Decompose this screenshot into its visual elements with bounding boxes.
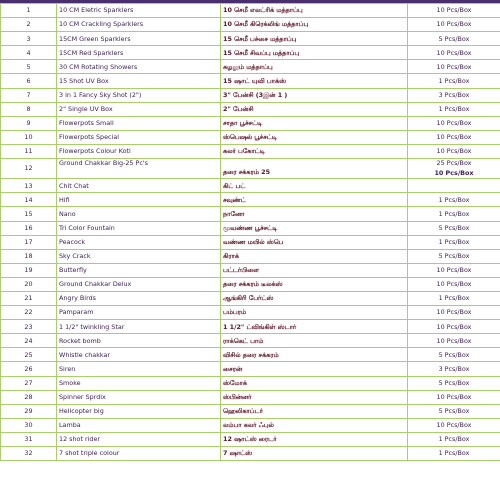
item-name-english: Nano bbox=[57, 207, 221, 221]
item-name-english: Tri Color Fountain bbox=[57, 221, 221, 235]
item-name-english: 3 in 1 Fancy Sky Shot (2") bbox=[57, 88, 221, 102]
table-row bbox=[1, 404, 500, 418]
table-row bbox=[1, 292, 500, 306]
item-quantity: 1 Pcs/Box bbox=[408, 447, 500, 461]
item-quantity: 10 Pcs/Box bbox=[408, 263, 500, 277]
table-row bbox=[1, 432, 500, 446]
row-number: 31 bbox=[1, 432, 57, 446]
item-name-english: Chit Chat bbox=[57, 179, 221, 193]
item-name-english: Flowerpots Special bbox=[57, 130, 221, 144]
item-quantity: 10 Pcs/Box bbox=[408, 46, 500, 60]
table-row bbox=[1, 221, 500, 235]
item-name-english: 1 1/2" twinkling Star bbox=[57, 320, 221, 334]
item-quantity: 1 Pcs/Box bbox=[408, 74, 500, 88]
table-row bbox=[1, 263, 500, 277]
item-name-english: Rocket bomb bbox=[57, 334, 221, 348]
item-name-english: Flowerpots Small bbox=[57, 116, 221, 130]
item-name-tamil: சவுண்ட் bbox=[221, 193, 408, 207]
item-quantity: 1 Pcs/Box bbox=[408, 102, 500, 116]
row-number: 16 bbox=[1, 221, 57, 235]
item-quantity-line: 10 Pcs/Box bbox=[434, 168, 474, 177]
item-name-tamil: 15 செமீ பச்சை மத்தாப்பு bbox=[221, 32, 408, 46]
item-quantity: 3 Pcs/Box bbox=[408, 362, 500, 376]
table-row bbox=[1, 418, 500, 432]
row-number: 14 bbox=[1, 193, 57, 207]
item-name-tamil: ஹெலிகாப்டர் bbox=[221, 404, 408, 418]
item-name-english: Ground Chakkar Delux bbox=[57, 277, 221, 291]
item-name-english: 7 shot triple colour bbox=[57, 447, 221, 461]
row-number: 9 bbox=[1, 116, 57, 130]
item-quantity: 3 Pcs/Box bbox=[408, 88, 500, 102]
table-row bbox=[1, 88, 500, 102]
row-number: 17 bbox=[1, 235, 57, 249]
table-row bbox=[1, 277, 500, 291]
table-row bbox=[1, 306, 500, 320]
row-number: 13 bbox=[1, 179, 57, 193]
item-name-tamil: ஸ்பெஷல் பூச்சட்டி bbox=[221, 130, 408, 144]
item-name-tamil: பட்டர்பிளை bbox=[221, 263, 408, 277]
row-number: 21 bbox=[1, 292, 57, 306]
item-name-tamil: 12 ஷாட்ஸ் ரைடர் bbox=[221, 432, 408, 446]
item-name-tamil: ஆங்கிரி பேர்ட்ஸ் bbox=[221, 292, 408, 306]
row-number: 3 bbox=[1, 32, 57, 46]
item-quantity: 10 Pcs/Box bbox=[408, 320, 500, 334]
row-number: 30 bbox=[1, 418, 57, 432]
item-name-english: Angry Birds bbox=[57, 292, 221, 306]
item-name-tamil: 15 செமீ சிவப்பு மத்தாப்பு bbox=[221, 46, 408, 60]
item-quantity: 5 Pcs/Box bbox=[408, 221, 500, 235]
price-table bbox=[0, 3, 500, 461]
table-row bbox=[1, 4, 500, 18]
item-name-tamil: கிட் பட் bbox=[221, 179, 408, 193]
item-name-tamil: தரை சக்கரம் 25 bbox=[221, 159, 408, 179]
item-name-english: 2" Single UV Box bbox=[57, 102, 221, 116]
item-name-english: Butterfly bbox=[57, 263, 221, 277]
item-name-tamil: விசில் தரை சக்கரம் bbox=[221, 348, 408, 362]
table-row bbox=[1, 334, 500, 348]
item-quantity: 10 Pcs/Box bbox=[408, 144, 500, 158]
item-name-tamil: சைரன் bbox=[221, 362, 408, 376]
row-number: 15 bbox=[1, 207, 57, 221]
table-row bbox=[1, 32, 500, 46]
item-name-english: Sky Crack bbox=[57, 249, 221, 263]
row-number: 1 bbox=[1, 4, 57, 18]
item-name-english: 12 shot rider bbox=[57, 432, 221, 446]
row-number: 19 bbox=[1, 263, 57, 277]
item-name-tamil: 7 ஷாட்ஸ் bbox=[221, 447, 408, 461]
item-name-tamil: கலர் பகோட்டி bbox=[221, 144, 408, 158]
item-quantity: 5 Pcs/Box bbox=[408, 404, 500, 418]
table-row bbox=[1, 376, 500, 390]
table-row bbox=[1, 447, 500, 461]
item-name-tamil: 1 1/2" ட்விங்கிள் ஸ்டார் bbox=[221, 320, 408, 334]
item-name-english: Helicopter big bbox=[57, 404, 221, 418]
table-row bbox=[1, 207, 500, 221]
item-quantity: 10 Pcs/Box bbox=[408, 4, 500, 18]
row-number: 2 bbox=[1, 18, 57, 32]
item-name-tamil: நானோ bbox=[221, 207, 408, 221]
table-row bbox=[1, 320, 500, 334]
item-name-english: Lamba bbox=[57, 418, 221, 432]
row-number: 8 bbox=[1, 102, 57, 116]
table-row bbox=[1, 348, 500, 362]
item-name-tamil: ஸ்பின்னர் bbox=[221, 390, 408, 404]
table-row bbox=[1, 249, 500, 263]
table-row bbox=[1, 144, 500, 158]
row-number: 24 bbox=[1, 334, 57, 348]
item-name-english: 15 Shot UV Box bbox=[57, 74, 221, 88]
item-name-english: Ground Chakkar Big-25 Pc's bbox=[57, 159, 221, 179]
price-table-body bbox=[1, 4, 500, 461]
row-number: 29 bbox=[1, 404, 57, 418]
item-name-tamil: 15 ஷாட் யுவி பாக்ஸ் bbox=[221, 74, 408, 88]
row-number: 25 bbox=[1, 348, 57, 362]
item-quantity: 5 Pcs/Box bbox=[408, 376, 500, 390]
item-quantity: 1 Pcs/Box bbox=[408, 207, 500, 221]
row-number: 12 bbox=[1, 159, 57, 179]
row-number: 18 bbox=[1, 249, 57, 263]
table-row bbox=[1, 102, 500, 116]
row-number: 32 bbox=[1, 447, 57, 461]
row-number: 4 bbox=[1, 46, 57, 60]
item-quantity: 10 Pcs/Box bbox=[408, 277, 500, 291]
table-row bbox=[1, 193, 500, 207]
item-name-english: 10 CM Crackling Sparklers bbox=[57, 18, 221, 32]
table-row bbox=[1, 60, 500, 74]
item-name-english: 10 CM Eletric Sparklers bbox=[57, 4, 221, 18]
item-quantity: 10 Pcs/Box bbox=[408, 334, 500, 348]
table-row bbox=[1, 46, 500, 60]
table-row bbox=[1, 362, 500, 376]
item-name-english: Peacock bbox=[57, 235, 221, 249]
row-number: 6 bbox=[1, 74, 57, 88]
item-name-english: 15CM Green Sparklers bbox=[57, 32, 221, 46]
item-name-english: Flowerpots Colour Koti bbox=[57, 144, 221, 158]
item-quantity: 10 Pcs/Box bbox=[408, 18, 500, 32]
item-quantity: 1 Pcs/Box bbox=[408, 432, 500, 446]
item-name-tamil: மூவண்ண பூச்சட்டி bbox=[221, 221, 408, 235]
item-name-english: Hifi bbox=[57, 193, 221, 207]
item-quantity: 1 Pcs/Box bbox=[408, 193, 500, 207]
item-name-english: 30 CM Rotating Showers bbox=[57, 60, 221, 74]
item-name-tamil: ஸ்மோக் bbox=[221, 376, 408, 390]
item-name-tamil: 3" பேன்சி (3இன் 1 ) bbox=[221, 88, 408, 102]
item-quantity: 1 Pcs/Box bbox=[408, 235, 500, 249]
table-row bbox=[1, 179, 500, 193]
item-name-english: Spinner Sprdix bbox=[57, 390, 221, 404]
item-name-english: Pamparam bbox=[57, 306, 221, 320]
row-number: 5 bbox=[1, 60, 57, 74]
item-quantity: 10 Pcs/Box bbox=[408, 306, 500, 320]
item-name-tamil: ராக்கெட் பாம் bbox=[221, 334, 408, 348]
item-name-tamil: 10 செமீ எலட்ரிக் மத்தாப்பு bbox=[221, 4, 408, 18]
item-quantity: 5 Pcs/Box bbox=[408, 348, 500, 362]
item-name-tamil: வண்ண மயில் ஸ்பெ bbox=[221, 235, 408, 249]
item-name-tamil: சுழலும் மத்தாப்பு bbox=[221, 60, 408, 74]
table-row bbox=[1, 390, 500, 404]
item-quantity bbox=[408, 159, 500, 179]
item-quantity bbox=[408, 179, 500, 193]
item-name-english: Siren bbox=[57, 362, 221, 376]
row-number: 10 bbox=[1, 130, 57, 144]
item-quantity: 10 Pcs/Box bbox=[408, 418, 500, 432]
item-name-english: 15CM Red Sparklers bbox=[57, 46, 221, 60]
item-name-tamil: சாதா பூச்சட்டி bbox=[221, 116, 408, 130]
item-quantity: 10 Pcs/Box bbox=[408, 390, 500, 404]
row-number: 27 bbox=[1, 376, 57, 390]
table-row bbox=[1, 159, 500, 179]
item-name-tamil: கிராக் bbox=[221, 249, 408, 263]
item-name-tamil: லம்பா கலர் ஃபுல் bbox=[221, 418, 408, 432]
row-number: 28 bbox=[1, 390, 57, 404]
item-name-english: Smoke bbox=[57, 376, 221, 390]
row-number: 11 bbox=[1, 144, 57, 158]
item-quantity: 5 Pcs/Box bbox=[408, 249, 500, 263]
item-name-english: Whistle chakkar bbox=[57, 348, 221, 362]
item-quantity-line: 25 Pcs/Box bbox=[436, 159, 472, 168]
table-row bbox=[1, 130, 500, 144]
row-number: 7 bbox=[1, 88, 57, 102]
table-row bbox=[1, 116, 500, 130]
item-quantity: 1 Pcs/Box bbox=[408, 292, 500, 306]
table-row bbox=[1, 18, 500, 32]
item-quantity: 10 Pcs/Box bbox=[408, 130, 500, 144]
item-quantity: 5 Pcs/Box bbox=[408, 32, 500, 46]
item-name-tamil: 10 செமீ கிரெக்லிங் மத்தாப்பு bbox=[221, 18, 408, 32]
item-quantity: 10 Pcs/Box bbox=[408, 60, 500, 74]
row-number: 22 bbox=[1, 306, 57, 320]
row-number: 26 bbox=[1, 362, 57, 376]
item-name-tamil: பம்பரம் bbox=[221, 306, 408, 320]
item-quantity: 10 Pcs/Box bbox=[408, 116, 500, 130]
row-number: 23 bbox=[1, 320, 57, 334]
table-row bbox=[1, 235, 500, 249]
row-number: 20 bbox=[1, 277, 57, 291]
table-row bbox=[1, 74, 500, 88]
item-name-tamil: 2" பேன்சி bbox=[221, 102, 408, 116]
item-name-tamil: தரை சக்கரம் டீலக்ஸ் bbox=[221, 277, 408, 291]
